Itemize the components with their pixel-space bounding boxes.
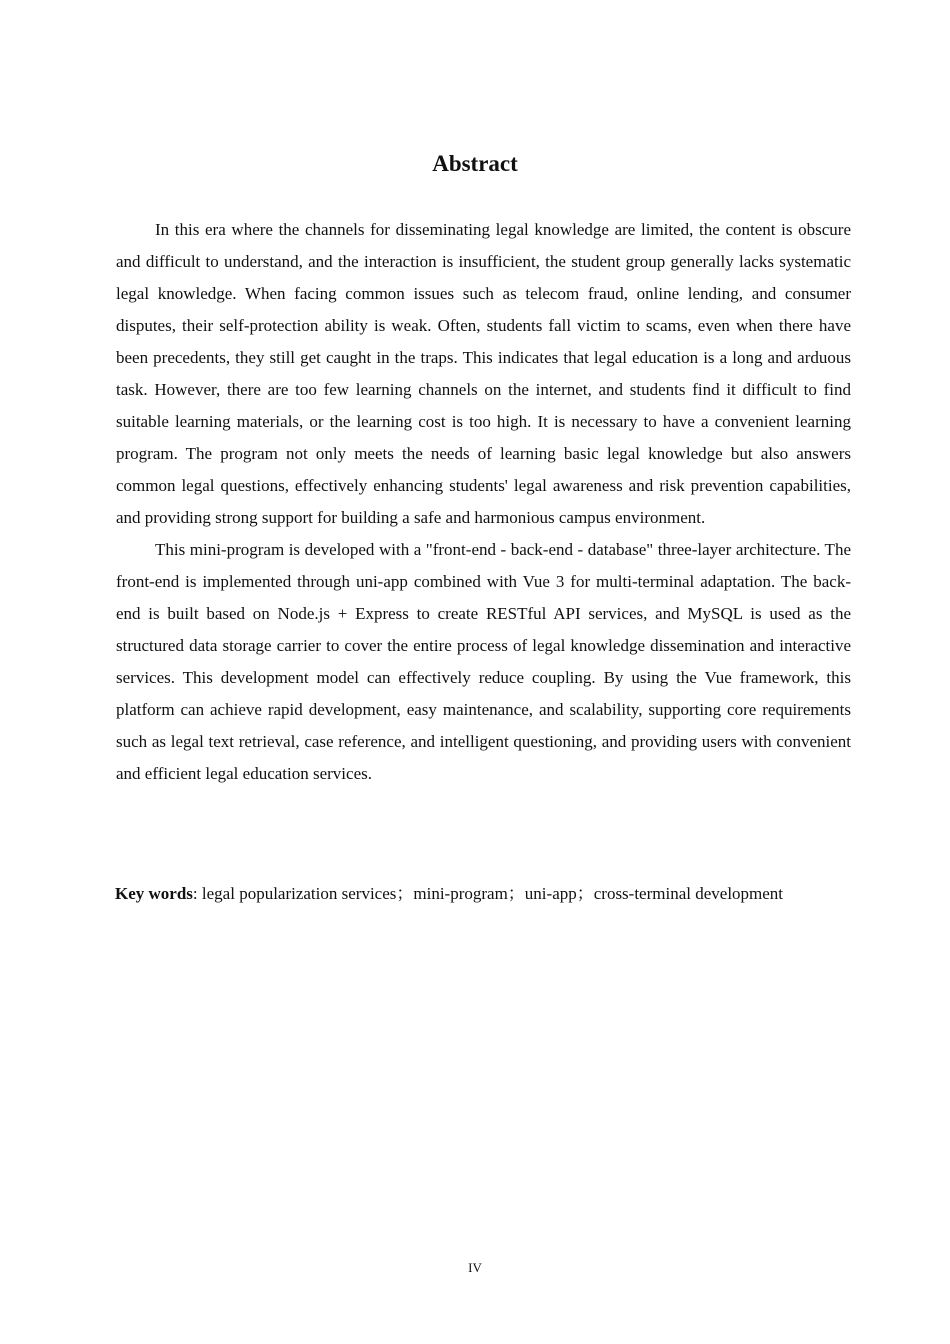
page-number: IV xyxy=(468,1260,482,1275)
abstract-paragraph-1: In this era where the channels for disseminating legal knowledge are limited, the content is obscure and difficult to understand, and the interaction is insufficient, the student group generally lacks systematic legal knowledge. When facing common issues such as telecom fraud, online lending, and consumer disputes, their self-protection ability is weak. Often, students fall victim to scams, even when there have been precedents, they still get caught in the traps. This indicates that legal education is a long and arduous task. However, there are too few learning channels on the internet, and students find it difficult to find suitable learning materials, or the learning cost is too high. It is necessary to have a convenient learning program. The program not only meets the needs of learning basic legal knowledge but also answers common legal questions, effectively enhancing students' legal awareness and risk prevention capabilities, and providing strong support for building a safe and harmonious campus environment. xyxy=(116,220,851,527)
abstract-paragraph-2: This mini-program is developed with a "front-end - back-end - database" three-layer architecture. The front-end is implemented through uni-app combined with Vue 3 for multi-terminal adaptation. The back-end is built based on Node.js + Express to create RESTful API services, and MySQL is used as the structured data storage carrier to cover the entire process of legal knowledge dissemination and interactive services. This development model can effectively reduce coupling. By using the Vue framework, this platform can achieve rapid development, easy maintenance, and scalability, supporting core requirements such as legal text retrieval, case reference, and intelligent questioning, and providing users with convenient and efficient legal education services. xyxy=(116,540,851,783)
keywords-text: legal popularization services；mini-program；uni-app；cross-terminal development xyxy=(201,884,784,903)
abstract-body xyxy=(116,214,851,790)
keywords-separator: : xyxy=(192,884,202,903)
keywords-label: Key words xyxy=(115,884,193,903)
keywords-line xyxy=(115,878,855,910)
abstract-title: Abstract xyxy=(432,151,518,176)
